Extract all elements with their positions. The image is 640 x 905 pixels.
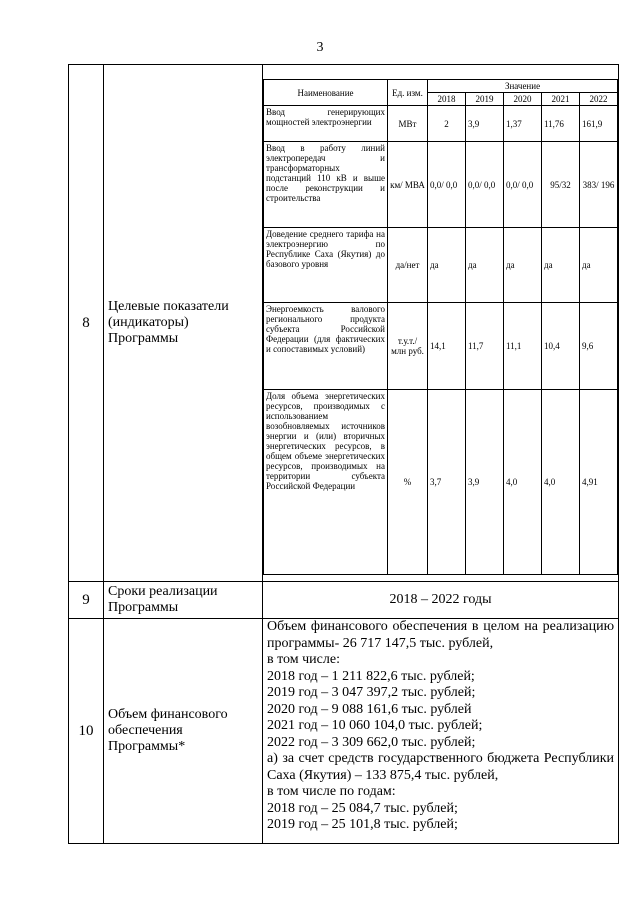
- indicator-value: да: [542, 228, 580, 303]
- indicator-name: Энергоемкость валового регионального продукта субъекта Российской Федерации (для фактических и сопоставимых условий): [264, 303, 388, 390]
- financing-budget-year: 2018 год – 25 084,7 тыс. рублей;: [267, 800, 458, 816]
- indicator-name: Доля объема энергетических ресурсов, производимых с использованием возобновляемых источников энергии и (или) вторичных энергетических ресурсов, в общем объеме энергетических ресурсов, производимых на территории субъекта Российской Федерации: [264, 390, 388, 575]
- indicator-value: 2: [428, 106, 466, 142]
- program-passport-table: [68, 64, 619, 844]
- row-number: 8: [69, 65, 104, 582]
- indicator-value: 0,0/ 0,0: [504, 142, 542, 228]
- financing-text: [263, 619, 618, 834]
- row-label: Сроки реализации Программы: [104, 582, 263, 619]
- indicator-unit: %: [388, 390, 428, 575]
- financing-year: 2022 год – 3 309 662,0 тыс. рублей;: [267, 734, 476, 750]
- indicator-value: 9,6: [580, 303, 618, 390]
- header-unit: Ед. изм.: [388, 80, 428, 106]
- financing-by-years: в том числе по годам:: [267, 784, 396, 799]
- indicator-unit: МВт: [388, 106, 428, 142]
- indicator-value: 0,0/ 0,0: [428, 142, 466, 228]
- indicator-row: [264, 142, 618, 228]
- header-year: 2021: [542, 93, 580, 106]
- financing-state-budget: а) за счет средств государственного бюджета Республики Саха (Якутия) – 133 875,4 тыс. рублей,: [267, 751, 615, 783]
- financing-including: в том числе:: [267, 652, 340, 667]
- row-target-indicators: [69, 65, 619, 582]
- row-program-period: [69, 582, 619, 619]
- indicator-value: да: [466, 228, 504, 303]
- indicator-value: 11,7: [466, 303, 504, 390]
- indicator-value: 4,0: [542, 390, 580, 575]
- financing-year: 2018 год – 1 211 822,6 тыс. рублей;: [267, 668, 475, 684]
- page-number: 3: [316, 40, 324, 55]
- indicator-value: 383/ 196: [580, 142, 618, 228]
- indicators-table: [263, 79, 618, 575]
- indicator-row: [264, 106, 618, 142]
- indicator-value: 0,0/ 0,0: [466, 142, 504, 228]
- indicator-name: Ввод генерирующих мощностей электроэнергии: [264, 106, 388, 142]
- indicator-value: 14,1: [428, 303, 466, 390]
- header-name: Наименование: [264, 80, 388, 106]
- indicator-value: 95/32: [542, 142, 580, 228]
- program-period-value: 2018 – 2022 годы: [263, 582, 619, 619]
- header-year: 2019: [466, 93, 504, 106]
- row-label: Объем финансового обеспечения Программы*: [104, 619, 263, 844]
- indicator-row: [264, 228, 618, 303]
- header-value-group: Значение: [428, 80, 618, 93]
- indicator-value: 11,1: [504, 303, 542, 390]
- indicator-name: Ввод в работу линий электропередач и трансформаторных подстанций 110 кВ и выше после реконструкции и строительства: [264, 142, 388, 228]
- financing-year: 2019 год – 3 047 397,2 тыс. рублей;: [267, 685, 476, 700]
- indicator-value: да: [580, 228, 618, 303]
- row-label: Целевые показатели (индикаторы) Программы: [104, 65, 263, 582]
- indicator-row: [264, 390, 618, 575]
- indicator-value: 161,9: [580, 106, 618, 142]
- financing-budget-year: 2019 год – 25 101,8 тыс. рублей;: [267, 817, 458, 832]
- indicator-value: да: [504, 228, 542, 303]
- indicator-unit: км/ МВА: [388, 142, 428, 228]
- indicator-row: [264, 303, 618, 390]
- indicator-value: 3,7: [428, 390, 466, 575]
- header-year: 2022: [580, 93, 618, 106]
- header-year: 2020: [504, 93, 542, 106]
- indicator-value: 4,91: [580, 390, 618, 575]
- indicator-value: 10,4: [542, 303, 580, 390]
- header-year: 2018: [428, 93, 466, 106]
- financing-year: 2020 год – 9 088 161,6 тыс. рублей: [267, 701, 472, 717]
- indicator-value: 3,9: [466, 106, 504, 142]
- indicator-value: 3,9: [466, 390, 504, 575]
- financing-year: 2021 год – 10 060 104,0 тыс. рублей;: [267, 718, 483, 733]
- row-number: 9: [69, 582, 104, 619]
- indicator-value: 4,0: [504, 390, 542, 575]
- row-financing: [69, 619, 619, 844]
- indicator-value: 1,37: [504, 106, 542, 142]
- financing-intro: Объем финансового обеспечения в целом на реализацию программы- 26 717 147,5 тыс. рублей,: [267, 619, 615, 651]
- indicator-name: Доведение среднего тарифа на электроэнергию по Республике Саха (Якутия) до базового уровня: [264, 228, 388, 303]
- indicator-value: 11,76: [542, 106, 580, 142]
- indicator-unit: да/нет: [388, 228, 428, 303]
- row-number: 10: [69, 619, 104, 844]
- indicator-value: да: [428, 228, 466, 303]
- indicator-unit: т.у.т./ млн руб.: [388, 303, 428, 390]
